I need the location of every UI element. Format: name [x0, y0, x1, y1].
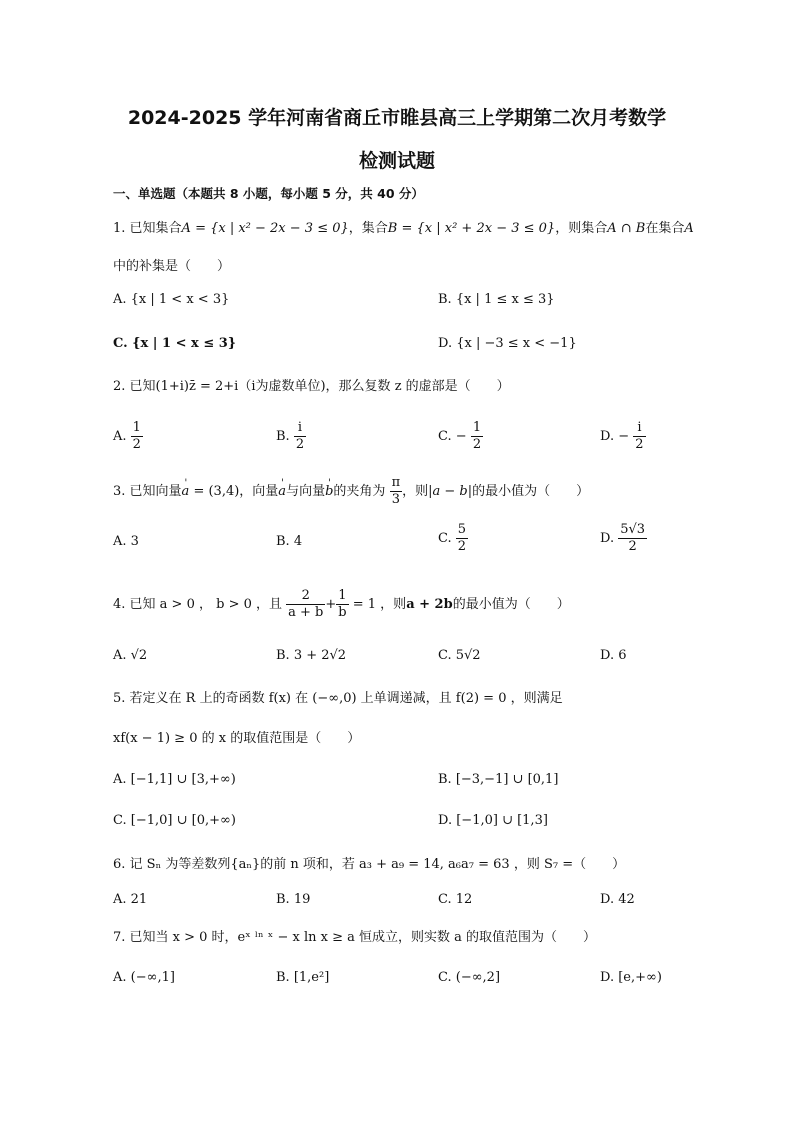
q3-text-d: 的夹角为: [333, 484, 386, 499]
q3-option-c-fraction: [456, 522, 468, 555]
q3-text-f: 的最小值为（ ）: [472, 484, 590, 499]
q2-option-b-den: 2: [295, 437, 305, 452]
q6-option-c: C. 12: [438, 892, 473, 907]
q4-fraction-1: [286, 588, 325, 621]
q7-option-a: A. (−∞,1]: [113, 970, 175, 985]
q1-text-b: ，集合: [348, 221, 388, 236]
question-4: [113, 588, 570, 621]
q2-option-a-fraction: [131, 420, 143, 453]
q3-vector-b: ' b: [325, 483, 333, 501]
q2-option-c-sign: −: [455, 429, 467, 444]
q2-option-a-den: 2: [132, 437, 141, 452]
q1-text-c: ，则集合: [555, 221, 608, 236]
q2-option-d-label: D.: [600, 429, 615, 444]
question-2: 2. 已知(1+i)z̄ = 2+i（i为虚数单位)，那么复数 z 的虚部是（ ）: [113, 379, 510, 394]
q4-frac2-den: b: [338, 605, 347, 620]
q2-option-d-fraction: [633, 420, 645, 453]
q3-option-c-num: 5: [457, 522, 467, 537]
q3-option-c-den: 2: [457, 539, 467, 554]
q4-frac2-num: 1: [336, 588, 348, 605]
question-7: 7. 已知当 x > 0 时，eˣ ˡⁿ ˣ − x ln x ≥ a 恒成立，则实数 a 的取值范围为（ ）: [113, 930, 596, 945]
q2-option-d-sign: −: [618, 429, 630, 444]
document-title-line2: 检测试题: [358, 150, 435, 172]
q3-text-b: = (3,4)，向量: [189, 484, 279, 499]
q4-frac1-num: 2: [286, 588, 325, 605]
q5-option-d: D. [−1,0] ∪ [1,3]: [438, 813, 548, 828]
q5-option-b: B. [−3,−1] ∪ [0,1]: [438, 772, 559, 787]
q7-option-b: B. [1,e²]: [276, 970, 330, 985]
section-heading-single-choice: 一、单选题（本题共 8 小题，每小题 5 分，共 40 分）: [113, 186, 424, 201]
q4-plus: +: [325, 597, 337, 612]
q2-option-b: [276, 420, 306, 453]
q4-frac1-den: a + b: [288, 605, 324, 620]
q2-option-b-fraction: [294, 420, 306, 453]
q3-option-b: B. 4: [276, 534, 303, 549]
q4-option-d: D. 6: [600, 648, 627, 663]
q3-option-d-fraction: [618, 522, 647, 555]
q4-option-c: C. 5√2: [438, 648, 481, 663]
q1-option-a: A. {x | 1 < x < 3}: [113, 292, 230, 307]
q3-option-d-den: 2: [628, 539, 637, 554]
q2-option-d-den: 2: [635, 437, 644, 452]
q2-option-a: [113, 420, 143, 453]
q4-text-c: 的最小值为（ ）: [452, 597, 570, 612]
q1-text-d: 在集合: [645, 221, 685, 236]
q6-option-a: A. 21: [113, 892, 148, 907]
q1-text-e: A: [684, 221, 694, 236]
q2-option-c-num: 1: [472, 420, 482, 435]
q2-option-d: [600, 420, 646, 453]
q4-option-b: B. 3 + 2√2: [276, 648, 347, 663]
q2-option-b-label: B.: [276, 429, 290, 444]
q2-option-c-den: 2: [472, 437, 482, 452]
q7-option-d: D. [e,+∞): [600, 970, 662, 985]
q3-text-c: 与向量: [286, 484, 326, 499]
q2-option-c-label: C.: [438, 429, 452, 444]
q1-option-d: D. {x | −3 ≤ x < −1}: [438, 336, 577, 351]
q3-option-a: A. 3: [113, 534, 139, 549]
q1-set-b: B = {x | x² + 2x − 3 ≤ 0}: [387, 221, 556, 236]
q2-option-c: [438, 420, 483, 453]
question-1: [113, 220, 694, 238]
question-5-line2: xf(x − 1) ≥ 0 的 x 的取值范围是（ ）: [113, 731, 361, 746]
question-6: 6. 记 Sₙ 为等差数列{aₙ}的前 n 项和，若 a₃ + a₉ = 14, a₆a₇ = 63 ，则 S₇ =（ ）: [113, 857, 626, 872]
q2-option-a-num: 1: [132, 420, 141, 435]
question-1-line2: 中的补集是（ ）: [113, 259, 231, 274]
question-3: [113, 475, 589, 508]
q3-text-a: 3. 已知向量: [113, 484, 182, 499]
q2-option-d-num: i: [633, 420, 645, 437]
q2-option-a-label: A.: [113, 429, 127, 444]
q3-option-c: [438, 522, 468, 555]
q3-option-c-label: C.: [438, 531, 452, 546]
q7-option-c: C. (−∞,2]: [438, 970, 501, 985]
q3-expression: |a − b|: [428, 484, 473, 499]
q3-vector-a-2: ' a: [278, 483, 286, 501]
q5-option-c: C. [−1,0] ∪ [0,+∞): [113, 813, 236, 828]
q2-option-c-fraction: [471, 420, 483, 453]
q5-option-a: A. [−1,1] ∪ [3,+∞): [113, 772, 236, 787]
q3-text-e: ，则: [402, 484, 429, 499]
q4-option-a: A. √2: [113, 648, 148, 663]
q3-vector-a: ' a: [182, 483, 190, 501]
q1-text-a: 1. 已知集合: [113, 221, 182, 236]
q3-angle-den: 3: [391, 492, 400, 507]
q3-option-d-label: D.: [600, 531, 615, 546]
q3-option-d-num: 5√3: [620, 522, 646, 537]
q4-fraction-2: [336, 588, 348, 621]
q1-intersection: A ∩ B: [607, 221, 646, 236]
document-title-line1: 2024-2025 学年河南省商丘市睢县高三上学期第二次月考数学: [127, 107, 667, 129]
q1-option-b: B. {x | 1 ≤ x ≤ 3}: [438, 292, 555, 307]
q3-option-d: [600, 522, 647, 555]
q1-set-a: A = {x | x² − 2x − 3 ≤ 0}: [181, 221, 349, 236]
q6-option-b: B. 19: [276, 892, 311, 907]
q1-option-c: C. {x | 1 < x ≤ 3}: [113, 336, 237, 351]
q3-angle-fraction: [390, 475, 403, 508]
q4-text-a: 4. 已知 a > 0 ， b > 0 ，且: [113, 597, 282, 612]
q4-expression: a + 2b: [406, 597, 453, 612]
q6-option-d: D. 42: [600, 892, 635, 907]
q4-text-b: = 1 ，则: [352, 597, 407, 612]
q2-option-b-num: i: [294, 420, 306, 437]
q3-angle-num: π: [391, 475, 401, 490]
question-5-line1: 5. 若定义在 R 上的奇函数 f(x) 在 (−∞,0) 上单调递减，且 f(2) = 0 ，则满足: [113, 691, 563, 706]
